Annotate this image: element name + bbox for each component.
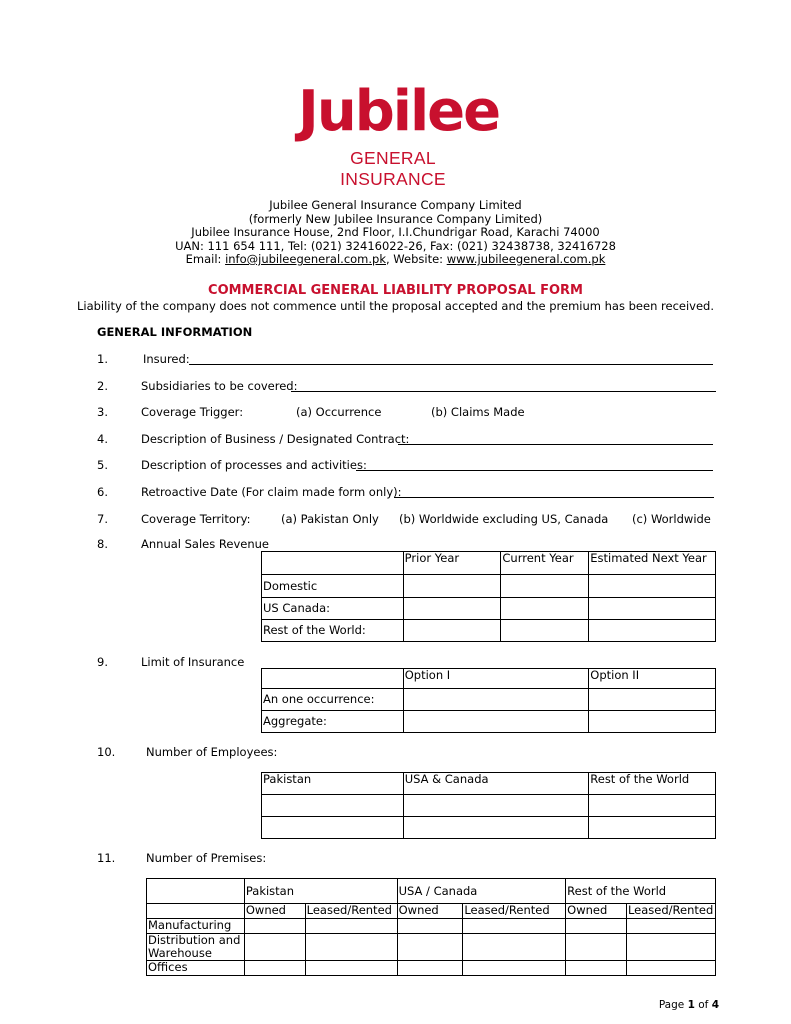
input-cell[interactable]	[463, 961, 566, 976]
territory-worldwide-excluding[interactable]: (b) Worldwide excluding US, Canada	[399, 512, 609, 526]
group-pakistan: Pakistan	[244, 879, 397, 904]
input-cell[interactable]	[403, 598, 501, 620]
item-number: 7.	[97, 512, 108, 526]
table-cell	[262, 669, 404, 689]
table-row	[262, 598, 716, 620]
input-cell[interactable]	[501, 575, 589, 598]
header-rest-of-world: Rest of the World	[589, 773, 716, 795]
coverage-trigger-claims-made[interactable]: (b) Claims Made	[431, 405, 525, 419]
input-cell[interactable]	[262, 795, 404, 817]
table-row	[262, 773, 716, 795]
item-number: 1.	[97, 352, 108, 366]
row-label-offices: Offices	[147, 961, 245, 976]
territory-worldwide[interactable]: (c) Worldwide	[632, 512, 711, 526]
company-name: Jubilee General Insurance Company Limited	[269, 198, 522, 212]
table-cell	[147, 879, 245, 904]
row-label-distribution-warehouse: Distribution and Warehouse	[147, 934, 245, 961]
subheader-leased-rented: Leased/Rented	[626, 904, 715, 919]
input-cell[interactable]	[589, 795, 716, 817]
item-number: 4.	[97, 432, 108, 446]
logo-wordmark: Jubilee	[298, 79, 500, 144]
business-description-label: Description of Business / Designated Contract:	[141, 432, 410, 446]
input-cell[interactable]	[566, 961, 627, 976]
coverage-trigger-label: Coverage Trigger:	[141, 405, 244, 419]
company-former-name: (formerly New Jubilee Insurance Company Limited)	[248, 211, 543, 226]
input-cell[interactable]	[463, 919, 566, 934]
table-row	[147, 919, 716, 934]
table-row	[262, 711, 716, 733]
item-number: 11.	[97, 851, 116, 865]
input-cell[interactable]	[403, 795, 589, 817]
input-cell[interactable]	[501, 620, 589, 642]
header-pakistan: Pakistan	[262, 773, 404, 795]
item-number: 10.	[97, 745, 116, 759]
section-heading: GENERAL INFORMATION	[97, 325, 253, 339]
item-number: 3.	[97, 405, 108, 419]
row-label-aggregate: Aggregate:	[262, 711, 404, 733]
insured-label: Insured:	[143, 352, 190, 366]
header-option-1: Option I	[403, 669, 589, 689]
group-usa-canada: USA / Canada	[397, 879, 566, 904]
subsidiaries-label: Subsidiaries to be covered:	[141, 379, 298, 393]
premises-table	[146, 878, 716, 976]
table-row	[262, 552, 716, 575]
input-cell[interactable]	[589, 575, 716, 598]
insured-field[interactable]	[189, 364, 713, 365]
table-row	[147, 904, 716, 919]
subheader-owned: Owned	[244, 904, 305, 919]
header-usa-canada: USA & Canada	[403, 773, 589, 795]
website-link[interactable]: www.jubileegeneral.com.pk	[446, 252, 606, 266]
coverage-territory-label: Coverage Territory:	[141, 512, 251, 526]
item-number: 5.	[97, 458, 108, 472]
table-row	[262, 817, 716, 839]
logo-subtitle: GENERAL INSURANCE	[340, 148, 446, 189]
table-row	[147, 934, 716, 961]
table-row	[262, 575, 716, 598]
input-cell[interactable]	[244, 961, 305, 976]
table-row	[262, 795, 716, 817]
input-cell[interactable]	[589, 598, 716, 620]
company-address: Jubilee Insurance House, 2nd Floor, I.I.Chundrigar Road, Karachi 74000	[191, 225, 600, 239]
input-cell[interactable]	[403, 620, 501, 642]
subheader-owned: Owned	[397, 904, 463, 919]
page-total: 4	[711, 999, 719, 1011]
header-estimated-next-year: Estimated Next Year	[589, 552, 716, 575]
input-cell[interactable]	[566, 934, 627, 961]
row-label-manufacturing: Manufacturing	[147, 919, 245, 934]
input-cell[interactable]	[589, 620, 716, 642]
row-label-domestic: Domestic	[262, 575, 404, 598]
table-row	[147, 961, 716, 976]
input-cell[interactable]	[305, 961, 397, 976]
table-row	[262, 669, 716, 689]
table-row	[262, 620, 716, 642]
subheader-leased-rented: Leased/Rented	[305, 904, 397, 919]
company-info	[0, 199, 791, 267]
input-cell[interactable]	[262, 817, 404, 839]
processes-field[interactable]	[356, 470, 713, 471]
input-cell[interactable]	[397, 934, 463, 961]
input-cell[interactable]	[589, 689, 716, 711]
subheader-leased-rented: Leased/Rented	[463, 904, 566, 919]
employees-table	[261, 772, 716, 839]
input-cell[interactable]	[244, 934, 305, 961]
form-note: Liability of the company does not commence until the proposal accepted and the premium has been received.	[76, 299, 715, 313]
limit-of-insurance-table	[261, 668, 716, 733]
processes-label: Description of processes and activities:	[141, 458, 367, 472]
company-logo	[298, 79, 500, 189]
email-link[interactable]: info@jubileegeneral.com.pk	[225, 252, 386, 266]
business-description-field[interactable]	[398, 444, 713, 445]
input-cell[interactable]	[305, 934, 397, 961]
company-phones: UAN: 111 654 111, Tel: (021) 32416022-26, Fax: (021) 32438738, 32416728	[175, 238, 616, 253]
input-cell[interactable]	[397, 961, 463, 976]
item-number: 9.	[97, 655, 108, 669]
row-label-rest-of-world: Rest of the World:	[262, 620, 404, 642]
subheader-owned: Owned	[566, 904, 627, 919]
input-cell[interactable]	[244, 919, 305, 934]
input-cell[interactable]	[626, 934, 715, 961]
input-cell[interactable]	[589, 711, 716, 733]
page-number: 1	[687, 999, 695, 1011]
input-cell[interactable]	[403, 711, 589, 733]
input-cell[interactable]	[626, 961, 715, 976]
table-cell	[262, 552, 404, 575]
input-cell[interactable]	[403, 575, 501, 598]
input-cell[interactable]	[403, 689, 589, 711]
premises-label: Number of Premises:	[146, 851, 267, 865]
retroactive-date-field[interactable]	[394, 497, 714, 498]
row-label-us-canada: US Canada:	[262, 598, 404, 620]
input-cell[interactable]	[305, 919, 397, 934]
input-cell[interactable]	[566, 919, 627, 934]
coverage-trigger-occurrence[interactable]: (a) Occurrence	[296, 405, 382, 419]
form-title: COMMERCIAL GENERAL LIABILITY PROPOSAL FORM	[208, 283, 583, 298]
input-cell[interactable]	[501, 598, 589, 620]
header-option-2: Option II	[589, 669, 716, 689]
subsidiaries-field[interactable]	[291, 391, 716, 392]
table-row	[147, 879, 716, 904]
input-cell[interactable]	[397, 919, 463, 934]
company-contact: Email: info@jubileegeneral.com.pk, Website: www.jubileegeneral.com.pk	[185, 252, 606, 266]
table-cell	[147, 904, 245, 919]
input-cell[interactable]	[626, 919, 715, 934]
group-rest-of-world: Rest of the World	[566, 879, 716, 904]
row-label-one-occurrence: An one occurrence:	[262, 689, 404, 711]
input-cell[interactable]	[463, 934, 566, 961]
item-number: 8.	[97, 537, 108, 551]
item-number: 6.	[97, 485, 108, 499]
input-cell[interactable]	[403, 817, 589, 839]
header-prior-year: Prior Year	[403, 552, 501, 575]
table-row	[262, 689, 716, 711]
sales-revenue-table	[261, 551, 716, 642]
item-number: 2.	[97, 379, 108, 393]
limit-of-insurance-label: Limit of Insurance	[141, 655, 245, 669]
annual-sales-label: Annual Sales Revenue	[141, 537, 269, 551]
territory-pakistan-only[interactable]: (a) Pakistan Only	[281, 512, 379, 526]
input-cell[interactable]	[589, 817, 716, 839]
page-footer: Page 1 of 4	[658, 999, 719, 1011]
header-current-year: Current Year	[501, 552, 589, 575]
employees-label: Number of Employees:	[146, 745, 278, 759]
retroactive-date-label: Retroactive Date (For claim made form only):	[141, 485, 402, 499]
